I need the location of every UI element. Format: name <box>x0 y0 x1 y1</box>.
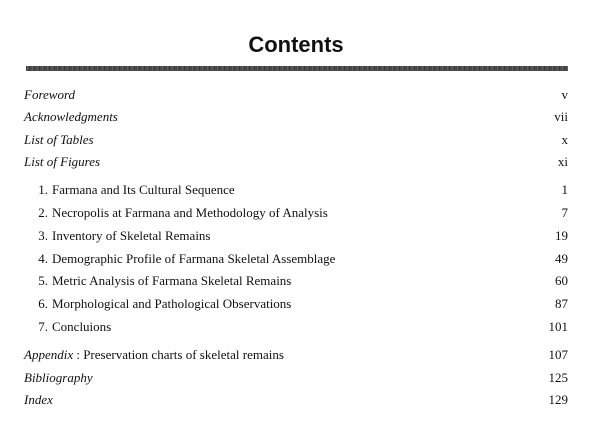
chapter-page: 101 <box>548 319 568 334</box>
toc-entry-label: Foreword <box>24 87 76 102</box>
toc-chapter-5[interactable] <box>0 271 600 291</box>
toc-chapter-3[interactable] <box>0 226 600 246</box>
chapter-number: 4. <box>38 251 48 266</box>
chapter-title: Metric Analysis of Farmana Skeletal Remains <box>52 273 292 288</box>
chapter-title: Farmana and Its Cultural Sequence <box>52 182 235 197</box>
page-title: Contents <box>248 32 344 57</box>
chapter-title: Necropolis at Farmana and Methodology of Analysis <box>52 205 328 220</box>
toc-chapter-4[interactable] <box>0 249 600 269</box>
toc-entry-acknowledgments[interactable] <box>0 107 600 127</box>
chapter-title: Inventory of Skeletal Remains <box>52 228 211 243</box>
chapter-page: 7 <box>561 205 568 220</box>
chapter-page: 87 <box>555 296 568 311</box>
chapter-page: 60 <box>555 273 568 288</box>
chapter-number: 7. <box>38 319 48 334</box>
toc-entry-label <box>24 345 284 365</box>
toc-entry-page: xi <box>557 154 568 169</box>
toc-entry-index[interactable] <box>0 390 600 410</box>
toc-entry-page: v <box>561 87 568 102</box>
toc-entry-label: List of Figures <box>24 154 101 169</box>
chapter-title: Demographic Profile of Farmana Skeletal Assemblage <box>52 251 336 266</box>
chapter-page: 19 <box>555 228 568 243</box>
toc-entry-page: 107 <box>548 347 568 362</box>
toc-chapter-2[interactable] <box>0 203 600 223</box>
toc-entry-bibliography[interactable] <box>0 368 600 388</box>
toc-entry-foreword[interactable] <box>0 85 600 105</box>
chapter-number: 6. <box>38 296 48 311</box>
appendix-label-italic: Appendix <box>24 347 74 362</box>
toc-chapter-6[interactable] <box>0 294 600 314</box>
chapter-number: 2. <box>38 205 48 220</box>
chapter-number: 3. <box>38 228 48 243</box>
title-rule <box>26 66 568 71</box>
appendix-label-rest: : Preservation charts of skeletal remains <box>73 347 284 362</box>
chapter-page: 1 <box>561 182 568 197</box>
toc-chapter-1[interactable] <box>0 180 600 200</box>
toc-entry-label: List of Tables <box>24 132 94 147</box>
toc-entry-list-of-tables[interactable] <box>0 130 600 150</box>
chapter-number: 1. <box>38 182 48 197</box>
toc-entry-label: Acknowledgments <box>24 109 118 124</box>
chapter-page: 49 <box>555 251 568 266</box>
chapter-number: 5. <box>38 273 48 288</box>
toc-entry-label: Bibliography <box>24 370 93 385</box>
toc-entry-appendix[interactable] <box>0 345 600 365</box>
toc-entry-list-of-figures[interactable] <box>0 152 600 172</box>
toc-entry-page: vii <box>554 109 568 124</box>
chapter-title: Morphological and Pathological Observations <box>52 296 292 311</box>
toc-entry-page: 125 <box>548 370 568 385</box>
toc-entry-page: 129 <box>548 392 568 407</box>
toc-entry-label: Index <box>24 392 53 407</box>
toc-entry-page: x <box>561 132 568 147</box>
toc-chapter-7[interactable] <box>0 317 600 337</box>
chapter-title: Concluions <box>52 319 112 334</box>
